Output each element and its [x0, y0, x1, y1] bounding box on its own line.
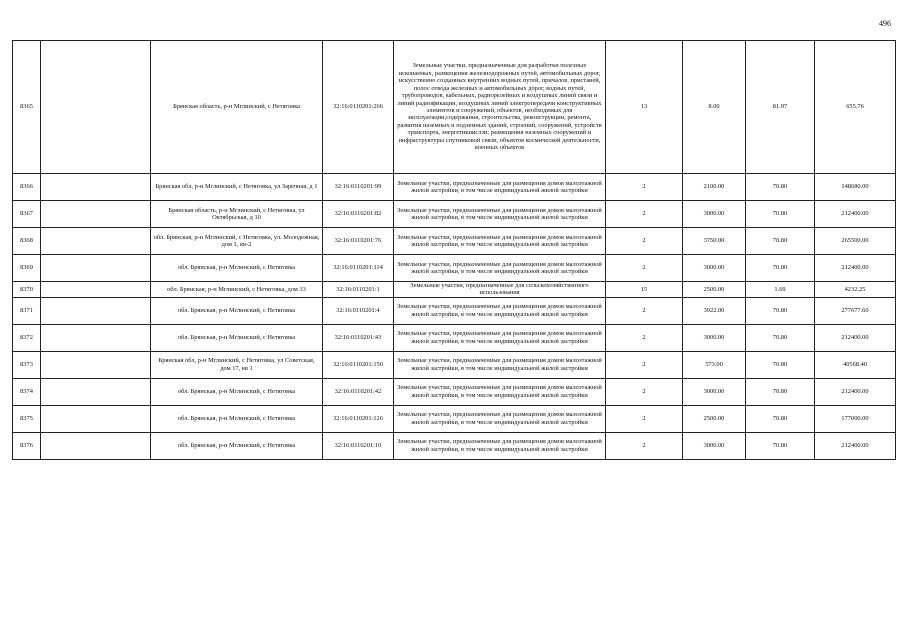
land-registry-table: [12, 40, 896, 460]
row-number: 8375: [13, 405, 41, 432]
area-cell: 3922.00: [683, 297, 746, 324]
area-cell: 8.00: [683, 41, 746, 174]
category-code-cell: 2: [606, 201, 683, 228]
land-use-cell: Земельные участки, предназначенные для размещения домов малоэтажной жилой застройки, в том числе индивидуальной жилой застройки: [394, 432, 606, 459]
category-code-cell: 15: [606, 282, 683, 298]
blank-cell: [41, 405, 151, 432]
table-row: [13, 282, 896, 298]
row-number: 8371: [13, 297, 41, 324]
row-number: 8376: [13, 432, 41, 459]
category-code-cell: 2: [606, 228, 683, 255]
blank-cell: [41, 174, 151, 201]
table-row: [13, 297, 896, 324]
row-number: 8370: [13, 282, 41, 298]
rate-cell: 70.80: [746, 174, 815, 201]
area-cell: 3750.00: [683, 228, 746, 255]
area-cell: 3000.00: [683, 378, 746, 405]
cadastral-value-cell: 277677.60: [815, 297, 896, 324]
cadastral-number-cell: 32:16:0110201:42: [323, 378, 394, 405]
cadastral-value-cell: 212400.00: [815, 255, 896, 282]
rate-cell: 70.80: [746, 297, 815, 324]
land-use-cell: Земельные участки, предназначенные для сельскохозяйственного использования: [394, 282, 606, 298]
category-code-cell: 2: [606, 297, 683, 324]
table-row: [13, 201, 896, 228]
cadastral-number-cell: 32:16:0110201:266: [323, 41, 394, 174]
row-number: 8368: [13, 228, 41, 255]
cadastral-value-cell: 212400.00: [815, 378, 896, 405]
blank-cell: [41, 351, 151, 378]
table-row: [13, 228, 896, 255]
cadastral-number-cell: 32:16:0110201:4: [323, 297, 394, 324]
table-row: [13, 405, 896, 432]
category-code-cell: 2: [606, 324, 683, 351]
land-use-cell: Земельные участки, предназначенные для размещения домов малоэтажной жилой застройки, в том числе индивидуальной жилой застройки: [394, 174, 606, 201]
category-code-cell: 2: [606, 432, 683, 459]
table-row: [13, 351, 896, 378]
area-cell: 2100.00: [683, 174, 746, 201]
address-cell: обл. Брянская, р-н Мглинский, с Нетяговка, дом 33: [151, 282, 323, 298]
address-cell: обл. Брянская, р-н Мглинский, с Нетяговка: [151, 405, 323, 432]
address-cell: обл. Брянская, р-н Мглинский, с Нетяговка: [151, 432, 323, 459]
area-cell: 3000.00: [683, 324, 746, 351]
cadastral-value-cell: 40568.40: [815, 351, 896, 378]
land-use-cell: Земельные участки, предназначенные для разработки полезных ископаемых, размещения железнодорожных путей, автомобильных дорог, искусственно созданных внутренних водных путей, причалов, пристаней, полос отвода железных и автомобильных дорог, водных путей, трубопроводов, кабельных, радиорелейных и воздушных линий связи и линий радиофикации, воздушных линий электропередачи конструктивных элементов и сооружений, объектов, необходимых для эксплуатации,содержания, строительства, реконструкции, ремонта, развития наземных и подземных зданий, строений, сооружений, устройств транспорта, энергетикиислзи; размещения наземных сооружений и инфраструктуры спутниковой связи, объектов космической деятельности, военных объектов: [394, 41, 606, 174]
address-cell: Брянская обл, р-н Мглинский, с Нетяговка, ул Советская, дом 17, кв 1: [151, 351, 323, 378]
rate-cell: 70.80: [746, 351, 815, 378]
cadastral-number-cell: 32:16:0110201:10: [323, 432, 394, 459]
row-number: 8367: [13, 201, 41, 228]
blank-cell: [41, 324, 151, 351]
address-cell: обл. Брянская, р-н Мглинский, с Нетяговка: [151, 297, 323, 324]
table-row: [13, 174, 896, 201]
land-use-cell: Земельные участки, предназначенные для размещения домов малоэтажной жилой застройки, в том числе индивидуальной жилой застройки: [394, 351, 606, 378]
address-cell: Брянская область, р-н Мглинский, с Нетяговка, ул Октябрьская, д 10: [151, 201, 323, 228]
address-cell: обл. Брянская, р-н Мглинский, с Нетяговка, ул. Молодежная, дом 1, кв-2: [151, 228, 323, 255]
address-cell: Брянская обл, р-н Мглинский, с Нетяговка, ул Заречная, д 1: [151, 174, 323, 201]
area-cell: 3000.00: [683, 201, 746, 228]
address-cell: обл. Брянская, р-н Мглинский, с Нетяговка: [151, 378, 323, 405]
blank-cell: [41, 378, 151, 405]
cadastral-number-cell: 32:16:0110201:126: [323, 405, 394, 432]
table-body: [13, 41, 896, 460]
cadastral-value-cell: 4232.25: [815, 282, 896, 298]
cadastral-value-cell: 177000.00: [815, 405, 896, 432]
rate-cell: 70.80: [746, 378, 815, 405]
area-cell: 573.00: [683, 351, 746, 378]
cadastral-value-cell: 148680.00: [815, 174, 896, 201]
cadastral-value-cell: 212400.00: [815, 432, 896, 459]
row-number: 8374: [13, 378, 41, 405]
land-use-cell: Земельные участки, предназначенные для размещения домов малоэтажной жилой застройки, в том числе индивидуальной жилой застройки: [394, 228, 606, 255]
row-number: 8373: [13, 351, 41, 378]
rate-cell: 1.69: [746, 282, 815, 298]
rate-cell: 70.80: [746, 228, 815, 255]
address-cell: обл. Брянская, р-н Мглинский, с Нетяговка: [151, 255, 323, 282]
rate-cell: 81.97: [746, 41, 815, 174]
address-cell: обл. Брянская, р-н Мглинский, с Нетяговка: [151, 324, 323, 351]
cadastral-number-cell: 32:16:0110201:76: [323, 228, 394, 255]
table-row: [13, 378, 896, 405]
category-code-cell: 2: [606, 255, 683, 282]
blank-cell: [41, 255, 151, 282]
rate-cell: 70.80: [746, 255, 815, 282]
cadastral-value-cell: 212400.00: [815, 324, 896, 351]
blank-cell: [41, 201, 151, 228]
cadastral-number-cell: 32:16:0110201:82: [323, 201, 394, 228]
table-row: [13, 41, 896, 174]
cadastral-number-cell: 32:16:0110201:43: [323, 324, 394, 351]
cadastral-value-cell: 212400.00: [815, 201, 896, 228]
row-number: 8366: [13, 174, 41, 201]
land-use-cell: Земельные участки, предназначенные для размещения домов малоэтажной жилой застройки, в том числе индивидуальной жилой застройки: [394, 297, 606, 324]
land-use-cell: Земельные участки, предназначенные для размещения домов малоэтажной жилой застройки, в том числе индивидуальной жилой застройки: [394, 324, 606, 351]
cadastral-number-cell: 32:16:0110201:114: [323, 255, 394, 282]
cadastral-value-cell: 265500.00: [815, 228, 896, 255]
area-cell: 3000.00: [683, 432, 746, 459]
land-use-cell: Земельные участки, предназначенные для размещения домов малоэтажной жилой застройки, в том числе индивидуальной жилой застройки: [394, 405, 606, 432]
cadastral-number-cell: 32:16:0110201:150: [323, 351, 394, 378]
rate-cell: 70.80: [746, 405, 815, 432]
area-cell: 2500.00: [683, 282, 746, 298]
land-use-cell: Земельные участки, предназначенные для размещения домов малоэтажной жилой застройки, в том числе индивидуальной жилой застройки: [394, 255, 606, 282]
area-cell: 3000.00: [683, 255, 746, 282]
row-number: 8372: [13, 324, 41, 351]
category-code-cell: 13: [606, 41, 683, 174]
blank-cell: [41, 282, 151, 298]
category-code-cell: 2: [606, 378, 683, 405]
row-number: 8365: [13, 41, 41, 174]
page-number: 496: [879, 19, 891, 28]
blank-cell: [41, 41, 151, 174]
blank-cell: [41, 432, 151, 459]
land-use-cell: Земельные участки, предназначенные для размещения домов малоэтажной жилой застройки, в том числе индивидуальной жилой застройки: [394, 201, 606, 228]
category-code-cell: 2: [606, 405, 683, 432]
cadastral-value-cell: 655.76: [815, 41, 896, 174]
rate-cell: 70.80: [746, 324, 815, 351]
blank-cell: [41, 228, 151, 255]
rate-cell: 70.80: [746, 201, 815, 228]
table-row: [13, 432, 896, 459]
address-cell: Брянская область, р-н Мглинский, с Нетяговка: [151, 41, 323, 174]
table-row: [13, 324, 896, 351]
area-cell: 2500.00: [683, 405, 746, 432]
land-use-cell: Земельные участки, предназначенные для размещения домов малоэтажной жилой застройки, в том числе индивидуальной жилой застройки: [394, 378, 606, 405]
cadastral-number-cell: 32:16:0110201:99: [323, 174, 394, 201]
category-code-cell: 2: [606, 174, 683, 201]
row-number: 8369: [13, 255, 41, 282]
rate-cell: 70.80: [746, 432, 815, 459]
table-row: [13, 255, 896, 282]
blank-cell: [41, 297, 151, 324]
category-code-cell: 2: [606, 351, 683, 378]
cadastral-number-cell: 32:16:0110201:1: [323, 282, 394, 298]
